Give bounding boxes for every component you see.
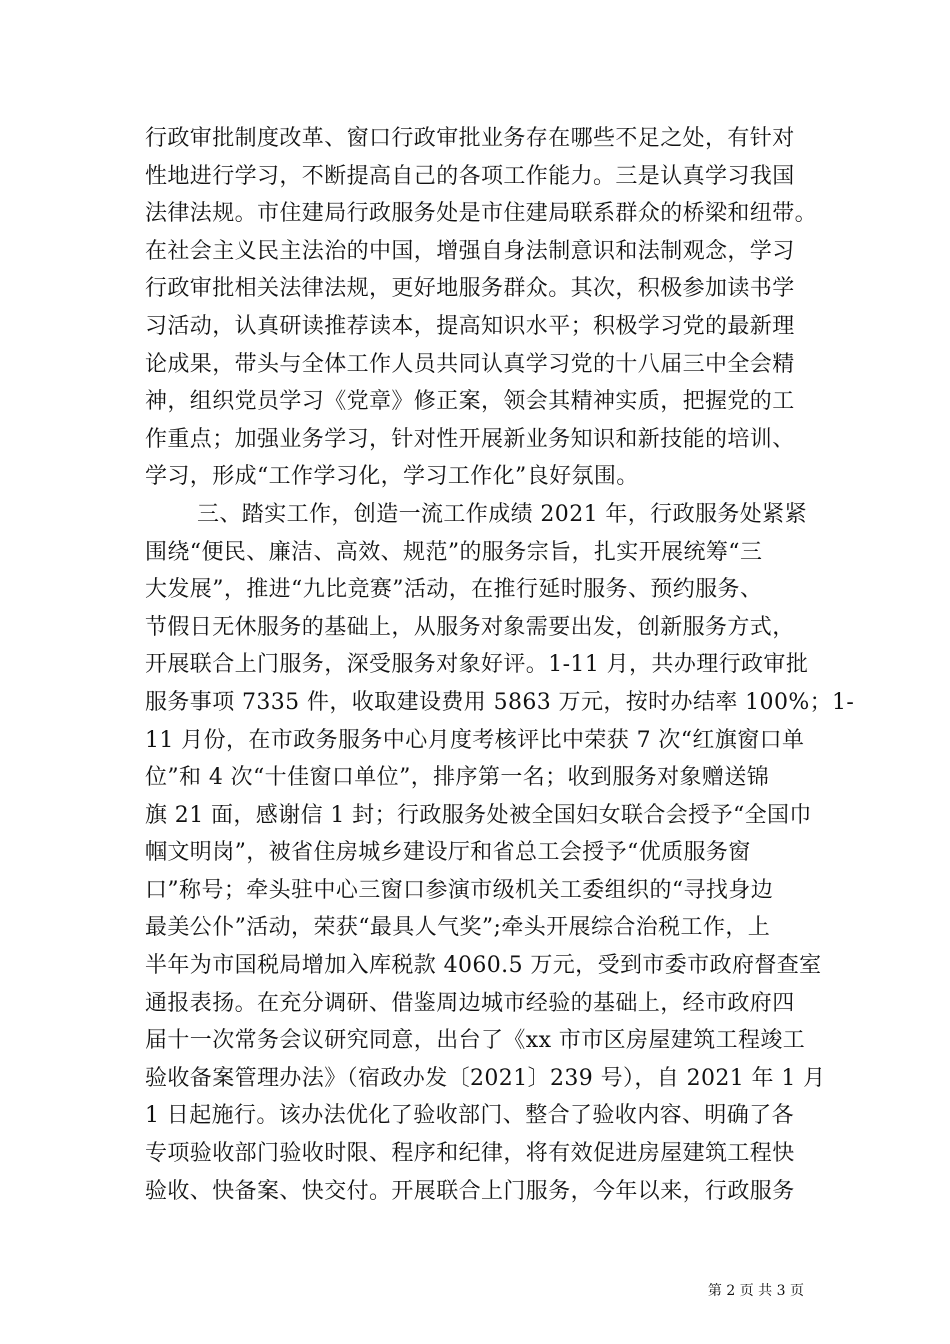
text-line: 开展联合上门服务，深受服务对象好评。1-11 月，共办理行政审批 bbox=[145, 652, 809, 678]
text-line: 专项验收部门验收时限、程序和纪律，将有效促进房屋建筑工程快 bbox=[145, 1141, 795, 1167]
text-line: 服务事项 7335 件，收取建设费用 5863 万元，按时办结率 100%；1- bbox=[145, 689, 855, 715]
text-line: 11 月份，在市政务服务中心月度考核评比中荣获 7 次“红旗窗口单 bbox=[145, 727, 805, 753]
text-line: 半年为市国税局增加入库税款 4060.5 万元，受到市委市政府督查室 bbox=[145, 953, 822, 979]
text-line: 论成果，带头与全体工作人员共同认真学习党的十八届三中全会精 bbox=[145, 351, 795, 377]
text-line: 1 日起施行。该办法优化了验收部门、整合了验收内容、明确了各 bbox=[145, 1103, 794, 1129]
text-line: 大发展”，推进“九比竞赛”活动，在推行延时服务、预约服务、 bbox=[145, 577, 763, 603]
text-line: 旗 21 面，感谢信 1 封；行政服务处被全国妇女联合会授予“全国巾 bbox=[145, 802, 812, 828]
text-line: 届十一次常务会议研究同意，出台了《xx 市市区房屋建筑工程竣工 bbox=[145, 1028, 806, 1054]
text-line: 习活动，认真研读推荐读本，提高知识水平；积极学习党的最新理 bbox=[145, 313, 795, 339]
text-line: 法律法规。市住建局行政服务处是市住建局联系群众的桥梁和纽带。 bbox=[145, 201, 818, 227]
text-line: 节假日无休服务的基础上，从服务对象需要出发，创新服务方式， bbox=[145, 614, 795, 640]
text-line: 作重点；加强业务学习，针对性开展新业务知识和新技能的培训、 bbox=[145, 426, 795, 452]
section-heading-line: 三、踏实工作，创造一流工作成绩 2021 年，行政服务处紧紧 bbox=[197, 501, 807, 527]
text-line: 验收备案管理办法》（宿政办发〔2021〕239 号），自 2021 年 1 月 bbox=[145, 1065, 826, 1091]
text-line: 位”和 4 次“十佳窗口单位”，排序第一名；收到服务对象赠送锦 bbox=[145, 765, 770, 791]
text-line: 口”称号；牵头驻中心三窗口参演市级机关工委组织的“寻找身边 bbox=[145, 877, 774, 903]
document-body bbox=[145, 120, 855, 1210]
text-line: 通报表扬。在充分调研、借鉴周边城市经验的基础上，经市政府四 bbox=[145, 990, 795, 1016]
text-line: 行政审批相关法律法规，更好地服务群众。其次，积极参加读书学 bbox=[145, 276, 795, 302]
text-line: 帼文明岗”，被省住房城乡建设厅和省总工会授予“优质服务窗 bbox=[145, 840, 751, 866]
text-line: 神，组织党员学习《党章》修正案，领会其精神实质，把握党的工 bbox=[145, 389, 795, 415]
text-line: 在社会主义民主法治的中国，增强自身法制意识和法制观念，学习 bbox=[145, 238, 795, 264]
text-line: 学习，形成“工作学习化，学习工作化”良好氛围。 bbox=[145, 464, 639, 490]
text-line: 最美公仆”活动，荣获“最具人气奖”;牵头开展综合治税工作，上 bbox=[145, 915, 771, 941]
page-number: 第 2 页 共 3 页 bbox=[707, 1283, 804, 1299]
text-line: 性地进行学习，不断提高自己的各项工作能力。三是认真学习我国 bbox=[145, 163, 795, 189]
text-line: 验收、快备案、快交付。开展联合上门服务，今年以来，行政服务 bbox=[145, 1178, 795, 1204]
text-line: 围绕“便民、廉洁、高效、规范”的服务宗旨，扎实开展统筹“三 bbox=[145, 539, 763, 565]
text-line: 行政审批制度改革、窗口行政审批业务存在哪些不足之处，有针对 bbox=[145, 126, 795, 151]
